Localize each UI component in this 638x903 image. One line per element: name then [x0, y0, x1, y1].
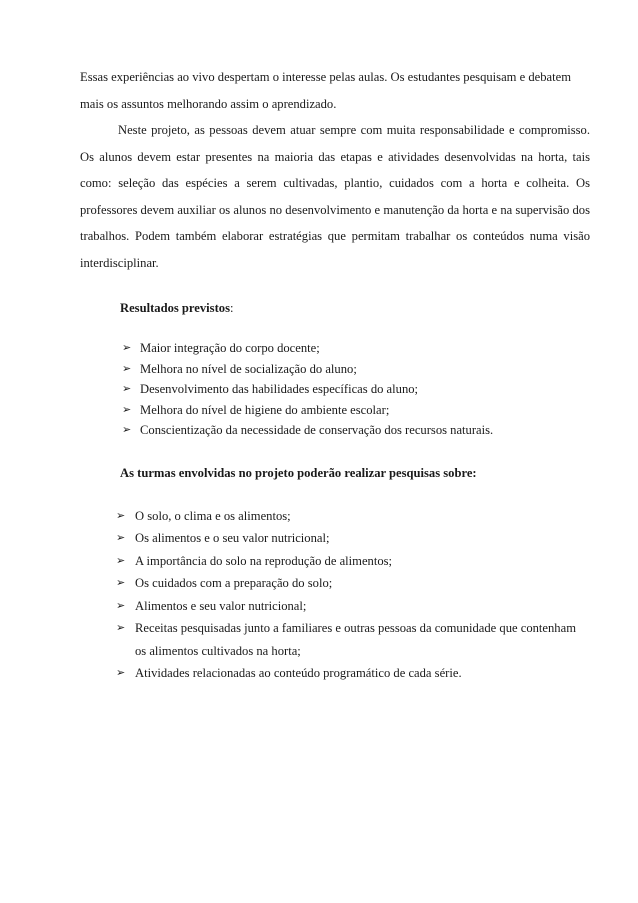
list-item: ➢ O solo, o clima e os alimentos;: [80, 505, 590, 528]
list-item: ➢ Desenvolvimento das habilidades específicas do aluno;: [80, 379, 590, 400]
list-item: ➢ Os alimentos e o seu valor nutricional;: [80, 527, 590, 550]
arrow-bullet-icon: ➢: [116, 553, 126, 567]
list-item: ➢ A importância do solo na reprodução de alimentos;: [80, 550, 590, 573]
section-heading-expected-results: [80, 298, 590, 318]
list-item: ➢ Melhora do nível de higiene do ambiente escolar;: [80, 400, 590, 421]
research-topics-list: [80, 505, 590, 685]
expected-results-list: [80, 338, 590, 441]
heading-colon: :: [229, 301, 234, 315]
list-item: ➢ Atividades relacionadas ao conteúdo programático de cada série.: [80, 662, 590, 685]
arrow-bullet-icon: ➢: [116, 531, 126, 545]
paragraph-intro: Essas experiências ao vivo despertam o interesse pelas aulas. Os estudantes pesquisam e debatem mais os assuntos melhorando assim o aprendizado.: [80, 70, 572, 111]
list-item: ➢ Os cuidados com a preparação do solo;: [80, 572, 590, 595]
arrow-bullet-icon: ➢: [116, 598, 126, 612]
paragraph-project: Neste projeto, as pessoas devem atuar sempre com muita responsabilidade e compromisso. Os alunos devem estar presentes na maioria das etapas e atividades desenvolvidas na horta, tais como: seleção das espécies a serem cultivadas, plantio, cuidados com a horta e colheita. Os professores devem auxiliar os alunos no desenvolvimento e manutenção da horta e na supervisão dos trabalhos. Podem também elaborar estratégias que permitam trabalhar os conteúdos numa visão interdisciplinar.: [80, 123, 590, 270]
arrow-bullet-icon: ➢: [122, 423, 132, 437]
arrow-bullet-icon: ➢: [122, 382, 132, 396]
arrow-bullet-icon: ➢: [116, 508, 126, 522]
arrow-bullet-icon: ➢: [122, 361, 132, 375]
arrow-bullet-icon: ➢: [122, 341, 132, 354]
arrow-bullet-icon: ➢: [122, 402, 132, 416]
list-item: ➢ Maior integração do corpo docente;: [80, 338, 590, 359]
section-heading-text: Resultados previstos: [120, 301, 230, 315]
list-item: ➢ Alimentos e seu valor nutricional;: [80, 595, 590, 618]
document-page: [80, 64, 590, 685]
arrow-bullet-icon: ➢: [116, 576, 126, 590]
list-item: ➢ Receitas pesquisadas junto a familiares e outras pessoas da comunidade que contenham os alimentos cultivados na horta;: [80, 617, 590, 662]
list-item: ➢ Melhora no nível de socialização do aluno;: [80, 359, 590, 380]
arrow-bullet-icon: ➢: [116, 666, 126, 680]
arrow-bullet-icon: ➢: [116, 621, 126, 635]
list-item: ➢ Conscientização da necessidade de conservação dos recursos naturais.: [80, 420, 590, 441]
section-heading-research-topics: As turmas envolvidas no projeto poderão realizar pesquisas sobre:: [120, 465, 477, 480]
